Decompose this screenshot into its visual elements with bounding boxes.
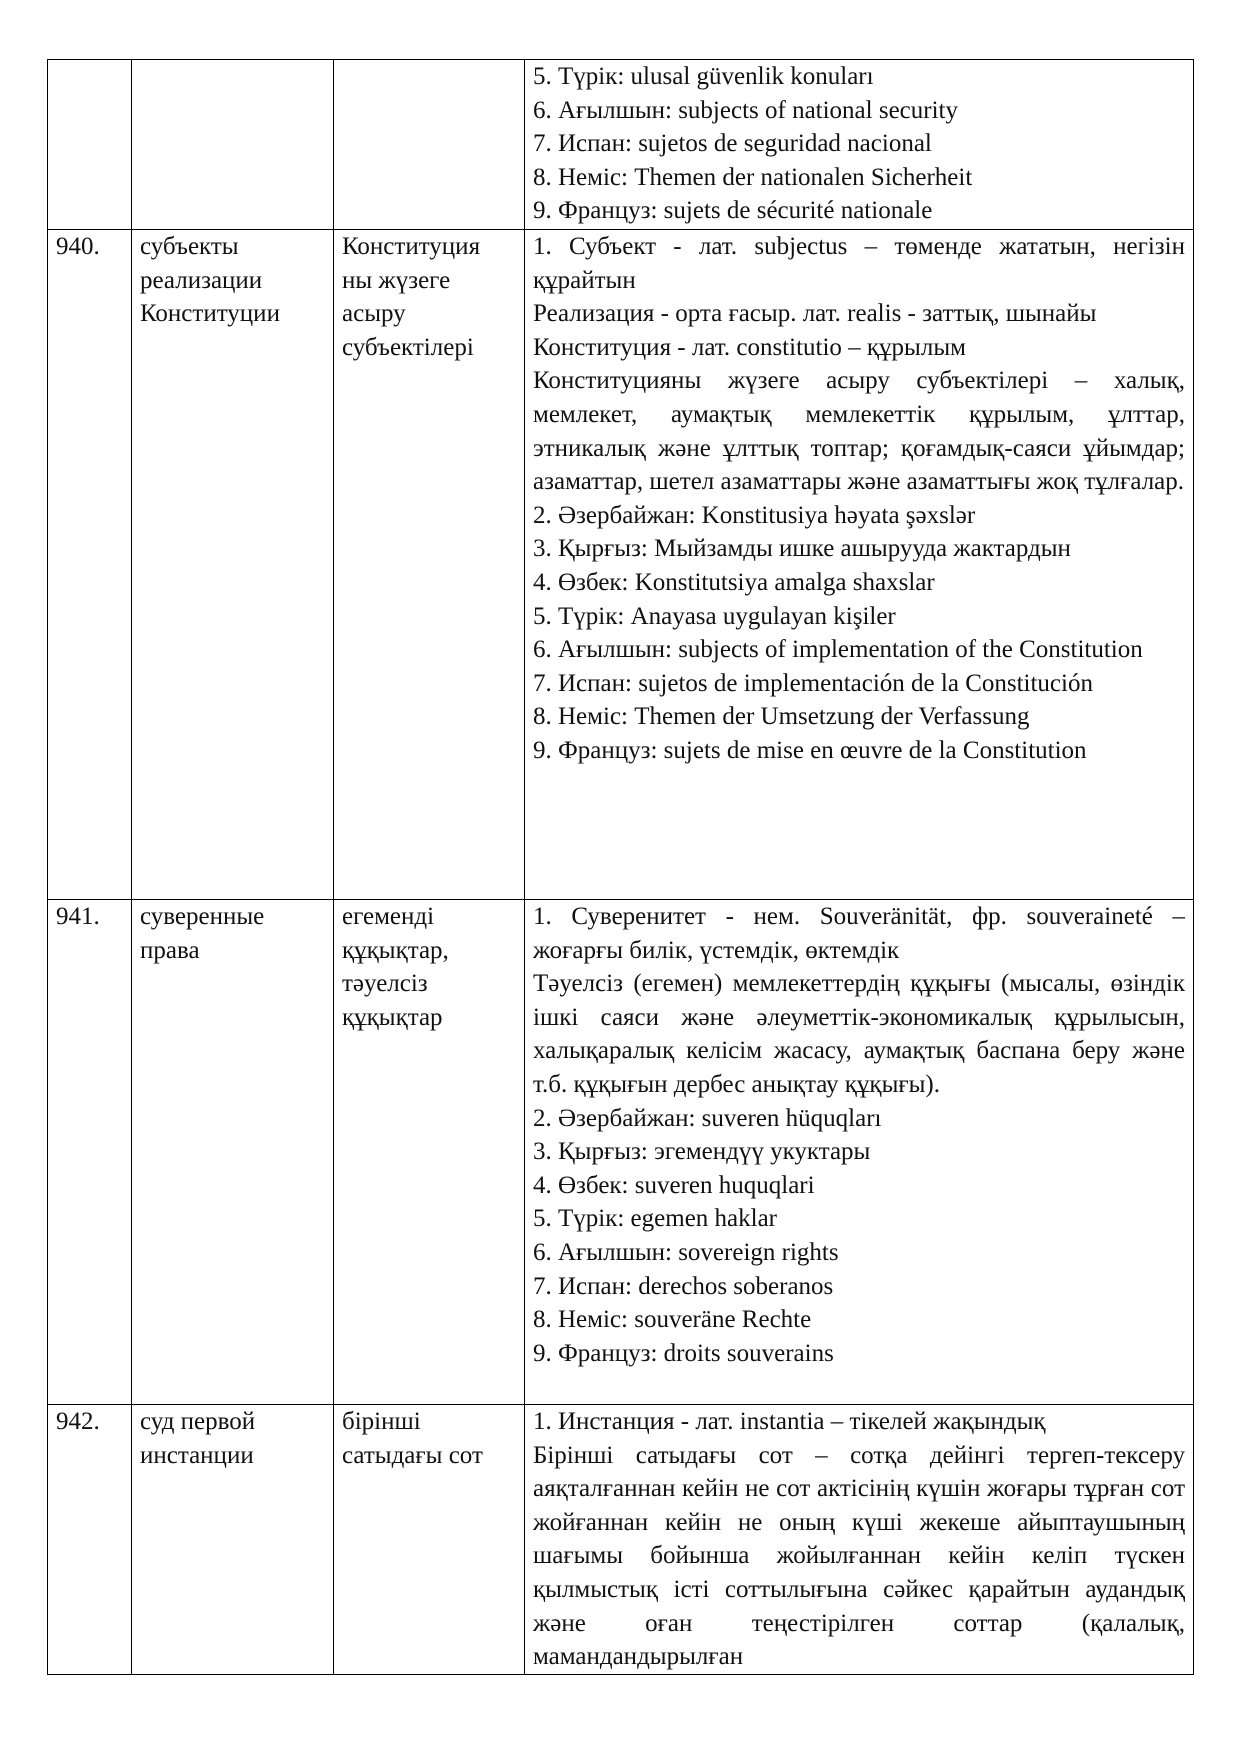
translation-line: 6. Ағылшын: sovereign rights <box>533 1238 839 1266</box>
translation-line: 8. Неміс: souveräne Rechte <box>533 1306 812 1334</box>
translation-line: 5. Түрік: ulusal güvenlik konuları <box>533 63 874 90</box>
kazakh-term-cell: егеменді құқықтар, тәуелсіз құқықтар <box>334 900 525 1405</box>
translation-line: 9. Француз: sujets de mise en œuvre de la Constitution <box>533 736 1087 764</box>
kazakh-term-cell: Конституция ны жүзеге асыру субъектілері <box>334 230 525 900</box>
translation-line: 7. Испан: sujetos de implementación de la Constitución <box>533 669 1093 697</box>
russian-term-cell: субъекты реализации Конституции <box>132 230 334 900</box>
definition-paragraph: Тәуелсіз (егемен) мемлекеттердің құқығы (мысалы, өзіндік ішкі саяси және әлеуметтік-экономикалық құрылысын, халықаралық келісім жасасу, аумақтық баспана беру және т.б. құқығын дербес анықтау құқығы). <box>533 970 1185 1098</box>
translation-line: 7. Испан: derechos soberanos <box>533 1272 834 1300</box>
translation-line: 9. Француз: sujets de sécurité nationale <box>533 197 933 225</box>
translation-line: 7. Испан: sujetos de seguridad nacional <box>533 130 932 158</box>
definition-paragraph: Конституцияны жүзеге асыру субъектілері – халық, мемлекет, аумақтық мемлекеттік құрылым, ұлттар, этникалық және ұлттық топтар; қоғамдық-саяси ұйымдар; азаматтар, шетел азаматтары және азаматтығы жоқ тұлғалар. <box>533 367 1185 496</box>
definition-paragraph: 1. Субъект - лат. subjectus – төменде жататын, негізін құрайтын <box>533 233 1185 294</box>
translation-line: 4. Өзбек: Konstitutsiya amalga shaxslar <box>533 568 935 596</box>
translation-line: 4. Өзбек: suveren huquqlari <box>533 1171 815 1199</box>
translation-line: 2. Әзербайжан: Konstitusiya həyata şəxslər <box>533 501 976 529</box>
russian-term-cell: суверенные права <box>132 900 334 1405</box>
definition-paragraph: 1. Суверенитет - нем. Souveränität, фр. souveraineté – жоғарғы билік, үстемдік, өктемдік <box>533 903 1185 964</box>
entry-number-cell: 940. <box>48 230 132 900</box>
entry-number-cell: 941. <box>48 900 132 1405</box>
definition-paragraph: Бірінші сатыдағы сот – сотқа дейінгі тергеп-тексеру аяқталғаннан кейін не сот актісінің күшін жоғары тұрған сот жойғаннан кейін не оның күші жекеше айыптаушының шағымы бойынша жойылғаннан кейін келіп түскен қылмыстық істі соттылығына сәйкес қарайтын аудандық және оған теңестірілген соттар (қалалық, мамандандырылған <box>533 1441 1185 1671</box>
translation-line: 6. Ағылшын: subjects of implementation of the Constitution <box>533 636 1143 664</box>
translation-line: 5. Түрік: Anayasa uygulayan kişiler <box>533 602 896 630</box>
translation-line: 6. Ағылшын: subjects of national security <box>533 96 958 124</box>
kazakh-term-cell <box>334 60 525 230</box>
translation-line: 9. Француз: droits souverains <box>533 1339 834 1367</box>
translation-line: 8. Неміс: Themen der Umsetzung der Verfassung <box>533 703 1030 731</box>
russian-term-cell: суд первой инстанции <box>132 1405 334 1675</box>
definition-cell <box>525 1405 1194 1675</box>
table-row-941 <box>48 900 1194 1405</box>
russian-term-cell <box>132 60 334 230</box>
table-row-continued <box>48 60 1194 230</box>
definition-cell <box>525 60 1194 230</box>
translation-line: 5. Түрік: egemen haklar <box>533 1205 778 1233</box>
definition-cell <box>525 900 1194 1405</box>
definition-paragraph: Конституция - лат. constitutio – құрылым <box>533 333 966 361</box>
kazakh-term-cell: бірінші сатыдағы сот <box>334 1405 525 1675</box>
translation-line: 8. Неміс: Themen der nationalen Sicherheit <box>533 163 973 191</box>
entry-number-cell <box>48 60 132 230</box>
entry-number-cell: 942. <box>48 1405 132 1675</box>
table-row-940 <box>48 230 1194 900</box>
translation-line: 3. Қырғыз: эгемендүү укуктары <box>533 1138 871 1166</box>
definition-paragraph: Реализация - орта ғасыр. лат. realis - заттық, шынайы <box>533 300 1097 328</box>
dictionary-table <box>47 59 1194 1675</box>
translation-line: 2. Әзербайжан: suveren hüquqları <box>533 1104 882 1132</box>
definition-paragraph: 1. Инстанция - лат. instantia – тікелей жақындық <box>533 1408 1046 1435</box>
definition-cell <box>525 230 1194 900</box>
table-row-942 <box>48 1405 1194 1675</box>
translation-line: 3. Қырғыз: Мыйзамды ишке ашырууда жактардын <box>533 535 1071 563</box>
